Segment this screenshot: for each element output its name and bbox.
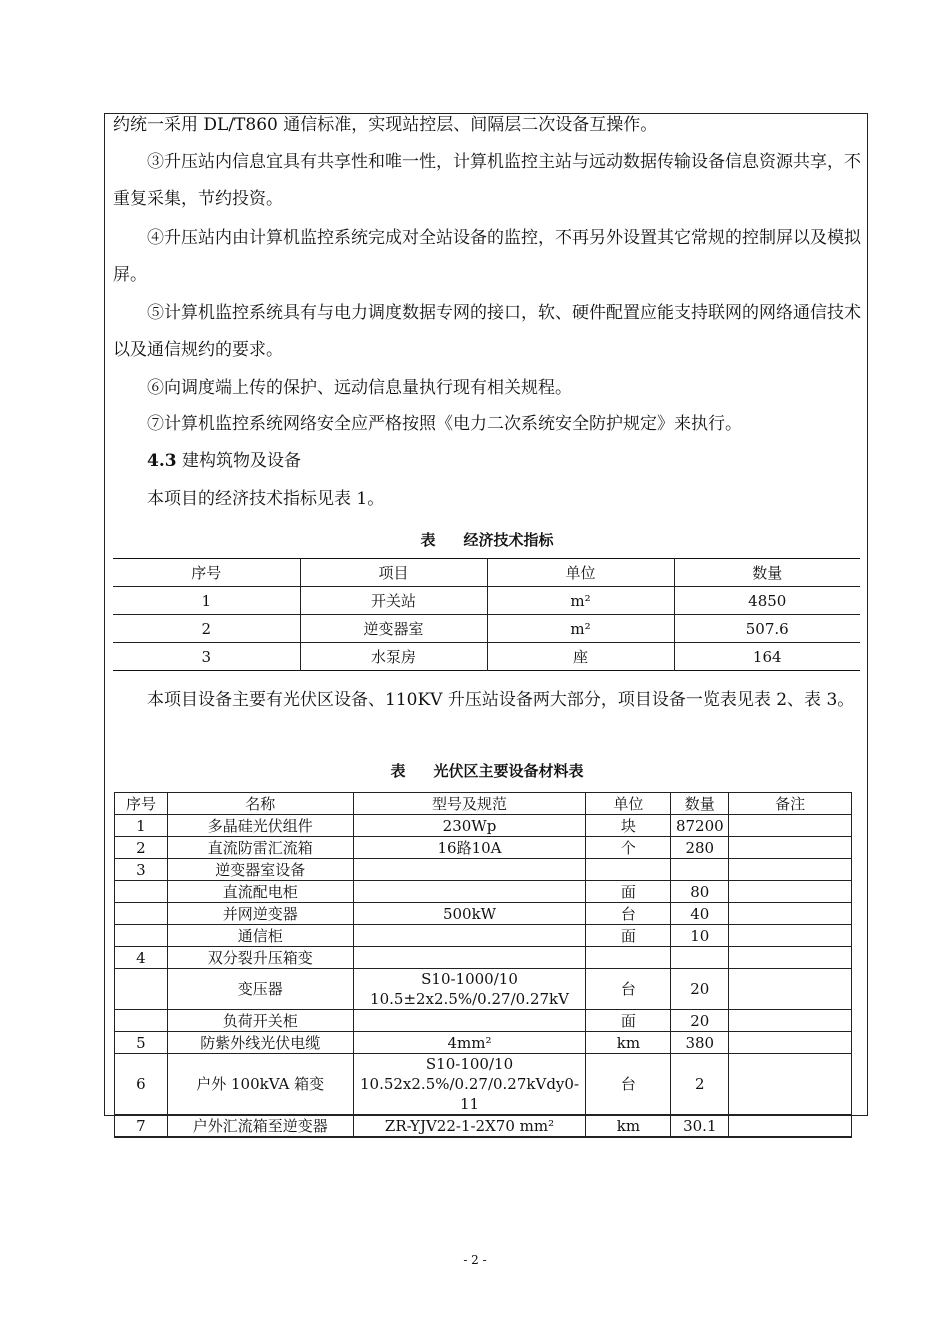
- cell: 台: [586, 903, 671, 925]
- cell: 2: [113, 615, 300, 643]
- section-number: 4.3: [147, 451, 177, 471]
- cell: S10-100/10 10.52x2.5%/0.27/0.27kVdy0-11: [353, 1054, 586, 1115]
- cell: 7: [115, 1115, 168, 1138]
- cell: 多晶硅光伏组件: [167, 815, 353, 837]
- header-cell: 单位: [586, 793, 671, 815]
- cell: 80: [671, 881, 729, 903]
- table2-caption-title: 光伏区主要设备材料表: [433, 762, 584, 780]
- cell: 5: [115, 1032, 168, 1054]
- cell: 2: [671, 1054, 729, 1115]
- table-row: [115, 1054, 852, 1115]
- cell: 87200: [671, 815, 729, 837]
- cell: 230Wp: [353, 815, 586, 837]
- table1-caption: [113, 529, 861, 550]
- cell: 逆变器室: [300, 615, 487, 643]
- section-heading: [113, 443, 861, 480]
- cell: [353, 1010, 586, 1032]
- header-cell: 备注: [729, 793, 852, 815]
- table-row: [115, 969, 852, 1010]
- cell: 座: [487, 643, 674, 671]
- cell: [671, 859, 729, 881]
- header-cell: 数量: [671, 793, 729, 815]
- cell: 面: [586, 1010, 671, 1032]
- header-cell: 名称: [167, 793, 353, 815]
- cell: [729, 837, 852, 859]
- cell: 16路10A: [353, 837, 586, 859]
- cell: [729, 859, 852, 881]
- header-cell: 数量: [674, 559, 860, 587]
- cell: ZR-YJV22-1-2X70 mm²: [353, 1115, 586, 1138]
- cell: [729, 925, 852, 947]
- cell: 10: [671, 925, 729, 947]
- paragraph-4: ⑤计算机监控系统具有与电力调度数据专网的接口，软、硬件配置应能支持联网的网络通信技术以及通信规约的要求。: [113, 303, 861, 360]
- paragraph-8: 本项目设备主要有光伏区设备、110KV 升压站设备两大部分，项目设备一览表见表 2、表 3。: [147, 690, 855, 710]
- economic-indicators-table: [113, 558, 860, 671]
- cell: 20: [671, 1010, 729, 1032]
- paragraph-7: 本项目的经济技术指标见表 1。: [147, 489, 385, 509]
- cell: 1: [115, 815, 168, 837]
- cell: 台: [586, 1054, 671, 1115]
- cell: [729, 1032, 852, 1054]
- cell: 双分裂升压箱变: [167, 947, 353, 969]
- table2-caption: [113, 760, 861, 781]
- cell: [729, 1010, 852, 1032]
- header-cell: 序号: [191, 564, 222, 582]
- table-row: [115, 1115, 852, 1138]
- cell: 直流配电柜: [167, 881, 353, 903]
- table-row: [115, 925, 852, 947]
- table-row: [113, 615, 860, 643]
- section-title: 建构筑物及设备: [176, 451, 301, 471]
- cell: 40: [671, 903, 729, 925]
- table-row: [115, 881, 852, 903]
- cell: m²: [487, 587, 674, 615]
- header-cell: 型号及规范: [353, 793, 586, 815]
- paragraph-2: ③升压站内信息宜具有共享性和唯一性，计算机监控主站与远动数据传输设备信息资源共享，不重复采集，节约投资。: [113, 152, 861, 209]
- cell: 1: [113, 587, 300, 615]
- cell: [353, 947, 586, 969]
- cell: 块: [586, 815, 671, 837]
- table-row: [115, 947, 852, 969]
- cell: km: [586, 1115, 671, 1138]
- table-row: [115, 815, 852, 837]
- cell: 水泵房: [300, 643, 487, 671]
- paragraph-5: ⑥向调度端上传的保护、远动信息量执行现有相关规程。: [147, 378, 572, 398]
- header-cell: 项目: [300, 559, 487, 587]
- cell: [353, 859, 586, 881]
- cell: 开关站: [300, 587, 487, 615]
- cell: 变压器: [167, 969, 353, 1010]
- cell: [115, 903, 168, 925]
- cell: [671, 947, 729, 969]
- cell: 户外 100kVA 箱变: [167, 1054, 353, 1115]
- cell: 通信柜: [167, 925, 353, 947]
- cell: m²: [487, 615, 674, 643]
- paragraph-3: ④升压站内由计算机监控系统完成对全站设备的监控，不再另外设置其它常规的控制屏以及模拟屏。: [113, 228, 861, 285]
- table-row: [115, 903, 852, 925]
- cell: [729, 881, 852, 903]
- table-row: [113, 643, 860, 671]
- cell: 20: [671, 969, 729, 1010]
- cell: 380: [671, 1032, 729, 1054]
- cell: 户外汇流箱至逆变器: [167, 1115, 353, 1138]
- cell: 直流防雷汇流箱: [167, 837, 353, 859]
- table-header-row: [115, 793, 852, 815]
- table-row: [115, 859, 852, 881]
- cell: 2: [115, 837, 168, 859]
- cell: 防紫外线光伏电缆: [167, 1032, 353, 1054]
- table2-caption-prefix: 表: [390, 762, 406, 780]
- paragraph-1: 约统一采用 DL/T860 通信标准，实现站控层、间隔层二次设备互操作。: [113, 115, 658, 135]
- cell: 个: [586, 837, 671, 859]
- cell: km: [586, 1032, 671, 1054]
- page-number: - 2 -: [463, 1253, 487, 1267]
- cell: [729, 1054, 852, 1115]
- cell: 164: [674, 643, 860, 671]
- cell: 4850: [674, 587, 860, 615]
- table-row: [115, 1032, 852, 1054]
- cell: 逆变器室设备: [167, 859, 353, 881]
- header-cell: 序号: [115, 793, 168, 815]
- table1-caption-prefix: 表: [420, 531, 436, 549]
- cell: [729, 815, 852, 837]
- cell: 台: [586, 969, 671, 1010]
- table-header-row: [113, 559, 860, 587]
- cell: [586, 859, 671, 881]
- cell: [729, 903, 852, 925]
- header-cell: 单位: [487, 559, 674, 587]
- cell: [115, 1010, 168, 1032]
- cell: [729, 947, 852, 969]
- cell: [115, 969, 168, 1010]
- cell: 3: [115, 859, 168, 881]
- cell: [586, 947, 671, 969]
- table1-caption-title: 经济技术指标: [463, 531, 554, 549]
- cell: [729, 969, 852, 1010]
- cell: 507.6: [674, 615, 860, 643]
- cell: [115, 925, 168, 947]
- cell: 30.1: [671, 1115, 729, 1138]
- cell: 4mm²: [353, 1032, 586, 1054]
- cell: [115, 881, 168, 903]
- table-row: [113, 587, 860, 615]
- table-row: [115, 1010, 852, 1032]
- cell: 6: [115, 1054, 168, 1115]
- table-row: [115, 837, 852, 859]
- cell: S10-1000/10 10.5±2x2.5%/0.27/0.27kV: [353, 969, 586, 1010]
- cell: 面: [586, 925, 671, 947]
- cell: 280: [671, 837, 729, 859]
- cell: 面: [586, 881, 671, 903]
- cell: 负荷开关柜: [167, 1010, 353, 1032]
- pv-equipment-table: [114, 792, 852, 1138]
- cell: 4: [115, 947, 168, 969]
- cell: 3: [113, 643, 300, 671]
- cell: 500kW: [353, 903, 586, 925]
- cell: [353, 881, 586, 903]
- cell: [353, 925, 586, 947]
- paragraph-6: ⑦计算机监控系统网络安全应严格按照《电力二次系统安全防护规定》来执行。: [147, 414, 742, 434]
- cell: 并网逆变器: [167, 903, 353, 925]
- cell: [729, 1115, 852, 1138]
